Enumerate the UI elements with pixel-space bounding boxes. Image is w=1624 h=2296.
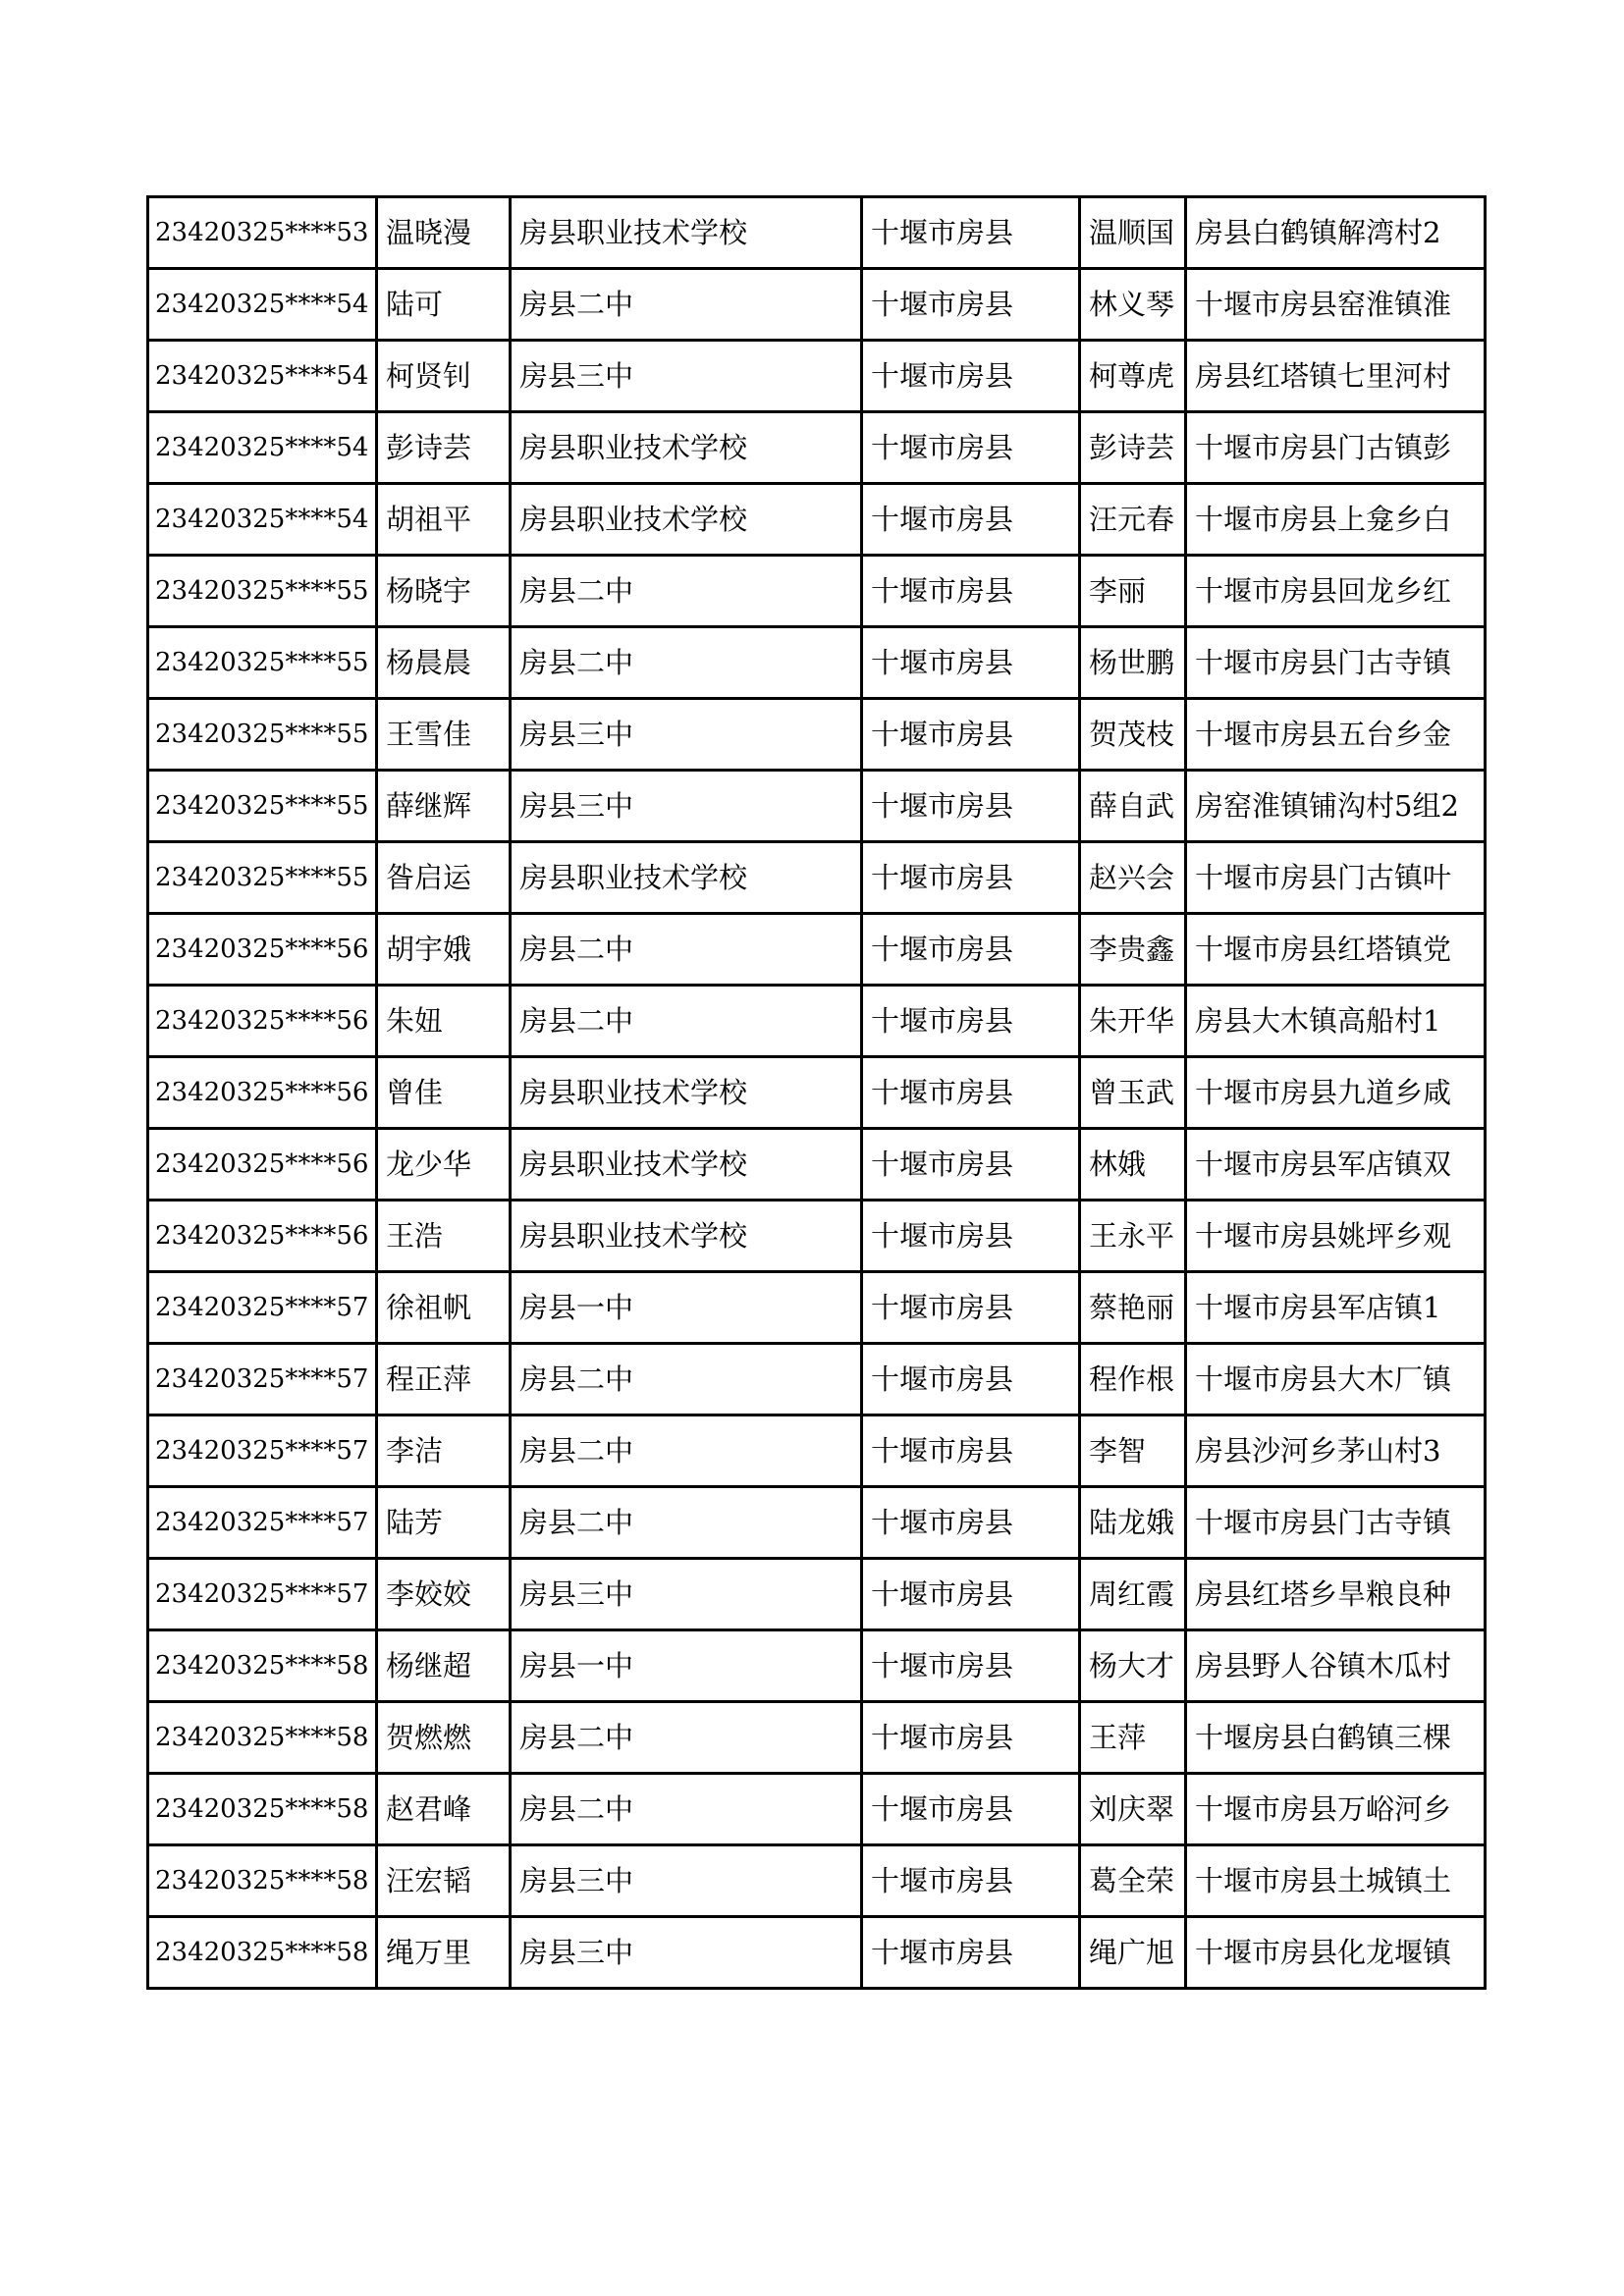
student-name-cell: 陆芳	[377, 1487, 511, 1559]
id-number-cell: 23420325****55	[148, 556, 377, 627]
address-cell: 十堰市房县回龙乡红	[1186, 556, 1486, 627]
school-cell: 房县三中	[511, 1559, 862, 1630]
student-name-cell: 彭诗芸	[377, 412, 511, 484]
school-cell: 房县职业技术学校	[511, 484, 862, 556]
table-row	[148, 1057, 1486, 1129]
guardian-name-cell: 汪元春	[1080, 484, 1186, 556]
address-cell: 房县大木镇高船村1	[1186, 986, 1486, 1057]
address-cell: 十堰市房县土城镇土	[1186, 1845, 1486, 1917]
student-name-cell: 胡宇娥	[377, 914, 511, 986]
school-cell: 房县职业技术学校	[511, 197, 862, 269]
id-number-cell: 23420325****56	[148, 986, 377, 1057]
region-cell: 十堰市房县	[862, 1487, 1080, 1559]
table-row	[148, 556, 1486, 627]
school-cell: 房县职业技术学校	[511, 1201, 862, 1272]
school-cell: 房县三中	[511, 1917, 862, 1989]
address-cell: 房县野人谷镇木瓜村	[1186, 1630, 1486, 1702]
region-cell: 十堰市房县	[862, 412, 1080, 484]
table-row	[148, 1630, 1486, 1702]
id-number-cell: 23420325****55	[148, 771, 377, 842]
id-number-cell: 23420325****56	[148, 1201, 377, 1272]
table-row	[148, 914, 1486, 986]
address-cell: 十堰市房县门古镇叶	[1186, 842, 1486, 914]
student-name-cell: 李姣姣	[377, 1559, 511, 1630]
guardian-name-cell: 杨世鹏	[1080, 627, 1186, 699]
guardian-name-cell: 葛全荣	[1080, 1845, 1186, 1917]
school-cell: 房县三中	[511, 699, 862, 771]
id-number-cell: 23420325****58	[148, 1774, 377, 1845]
id-number-cell: 23420325****56	[148, 1129, 377, 1201]
guardian-name-cell: 薛自武	[1080, 771, 1186, 842]
address-cell: 十堰市房县五台乡金	[1186, 699, 1486, 771]
guardian-name-cell: 赵兴会	[1080, 842, 1186, 914]
student-name-cell: 朱妞	[377, 986, 511, 1057]
student-name-cell: 龙少华	[377, 1129, 511, 1201]
region-cell: 十堰市房县	[862, 1272, 1080, 1344]
school-cell: 房县二中	[511, 1774, 862, 1845]
student-name-cell: 王浩	[377, 1201, 511, 1272]
guardian-name-cell: 蔡艳丽	[1080, 1272, 1186, 1344]
address-cell: 房县红塔镇七里河村	[1186, 341, 1486, 412]
table-row	[148, 699, 1486, 771]
table-row	[148, 341, 1486, 412]
id-number-cell: 23420325****58	[148, 1917, 377, 1989]
guardian-name-cell: 贺茂枝	[1080, 699, 1186, 771]
roster-body	[148, 197, 1486, 1989]
region-cell: 十堰市房县	[862, 1917, 1080, 1989]
guardian-name-cell: 朱开华	[1080, 986, 1186, 1057]
id-number-cell: 23420325****57	[148, 1487, 377, 1559]
guardian-name-cell: 林娥	[1080, 1129, 1186, 1201]
table-row	[148, 197, 1486, 269]
region-cell: 十堰市房县	[862, 1845, 1080, 1917]
id-number-cell: 23420325****58	[148, 1630, 377, 1702]
region-cell: 十堰市房县	[862, 197, 1080, 269]
student-name-cell: 王雪佳	[377, 699, 511, 771]
id-number-cell: 23420325****54	[148, 341, 377, 412]
table-row	[148, 1702, 1486, 1774]
table-row	[148, 1272, 1486, 1344]
guardian-name-cell: 王永平	[1080, 1201, 1186, 1272]
region-cell: 十堰市房县	[862, 484, 1080, 556]
address-cell: 十堰市房县上龛乡白	[1186, 484, 1486, 556]
student-name-cell: 薛继辉	[377, 771, 511, 842]
address-cell: 房县白鹤镇解湾村2	[1186, 197, 1486, 269]
address-cell: 十堰市房县军店镇1	[1186, 1272, 1486, 1344]
student-name-cell: 胡祖平	[377, 484, 511, 556]
guardian-name-cell: 柯尊虎	[1080, 341, 1186, 412]
id-number-cell: 23420325****57	[148, 1344, 377, 1415]
school-cell: 房县职业技术学校	[511, 1057, 862, 1129]
region-cell: 十堰市房县	[862, 699, 1080, 771]
table-row	[148, 1129, 1486, 1201]
guardian-name-cell: 李贵鑫	[1080, 914, 1186, 986]
guardian-name-cell: 刘庆翠	[1080, 1774, 1186, 1845]
table-row	[148, 1845, 1486, 1917]
id-number-cell: 23420325****53	[148, 197, 377, 269]
id-number-cell: 23420325****56	[148, 1057, 377, 1129]
region-cell: 十堰市房县	[862, 341, 1080, 412]
school-cell: 房县二中	[511, 986, 862, 1057]
table-row	[148, 412, 1486, 484]
region-cell: 十堰市房县	[862, 556, 1080, 627]
school-cell: 房县一中	[511, 1630, 862, 1702]
table-row	[148, 842, 1486, 914]
region-cell: 十堰市房县	[862, 771, 1080, 842]
region-cell: 十堰市房县	[862, 627, 1080, 699]
student-name-cell: 昝启运	[377, 842, 511, 914]
region-cell: 十堰市房县	[862, 914, 1080, 986]
id-number-cell: 23420325****57	[148, 1415, 377, 1487]
address-cell: 十堰房县白鹤镇三棵	[1186, 1702, 1486, 1774]
guardian-name-cell: 李智	[1080, 1415, 1186, 1487]
student-name-cell: 柯贤钊	[377, 341, 511, 412]
table-row	[148, 269, 1486, 341]
student-name-cell: 杨继超	[377, 1630, 511, 1702]
region-cell: 十堰市房县	[862, 1057, 1080, 1129]
table-row	[148, 1559, 1486, 1630]
address-cell: 十堰市房县门古寺镇	[1186, 1487, 1486, 1559]
student-name-cell: 陆可	[377, 269, 511, 341]
address-cell: 十堰市房县姚坪乡观	[1186, 1201, 1486, 1272]
guardian-name-cell: 王萍	[1080, 1702, 1186, 1774]
school-cell: 房县二中	[511, 1344, 862, 1415]
table-row	[148, 484, 1486, 556]
school-cell: 房县二中	[511, 1415, 862, 1487]
school-cell: 房县三中	[511, 1845, 862, 1917]
student-name-cell: 程正萍	[377, 1344, 511, 1415]
school-cell: 房县二中	[511, 627, 862, 699]
school-cell: 房县职业技术学校	[511, 412, 862, 484]
table-row	[148, 1774, 1486, 1845]
table-row	[148, 986, 1486, 1057]
id-number-cell: 23420325****54	[148, 484, 377, 556]
region-cell: 十堰市房县	[862, 1201, 1080, 1272]
school-cell: 房县二中	[511, 1702, 862, 1774]
id-number-cell: 23420325****58	[148, 1845, 377, 1917]
id-number-cell: 23420325****55	[148, 627, 377, 699]
student-name-cell: 绳万里	[377, 1917, 511, 1989]
guardian-name-cell: 周红霞	[1080, 1559, 1186, 1630]
id-number-cell: 23420325****55	[148, 699, 377, 771]
school-cell: 房县二中	[511, 556, 862, 627]
table-row	[148, 771, 1486, 842]
table-row	[148, 1415, 1486, 1487]
id-number-cell: 23420325****54	[148, 412, 377, 484]
region-cell: 十堰市房县	[862, 1415, 1080, 1487]
school-cell: 房县一中	[511, 1272, 862, 1344]
guardian-name-cell: 程作根	[1080, 1344, 1186, 1415]
student-name-cell: 杨晨晨	[377, 627, 511, 699]
guardian-name-cell: 曾玉武	[1080, 1057, 1186, 1129]
school-cell: 房县二中	[511, 914, 862, 986]
region-cell: 十堰市房县	[862, 1344, 1080, 1415]
region-cell: 十堰市房县	[862, 269, 1080, 341]
guardian-name-cell: 杨大才	[1080, 1630, 1186, 1702]
school-cell: 房县职业技术学校	[511, 842, 862, 914]
table-row	[148, 1487, 1486, 1559]
address-cell: 房窑淮镇铺沟村5组2	[1186, 771, 1486, 842]
address-cell: 十堰市房县军店镇双	[1186, 1129, 1486, 1201]
table-row	[148, 1344, 1486, 1415]
id-number-cell: 23420325****57	[148, 1272, 377, 1344]
id-number-cell: 23420325****56	[148, 914, 377, 986]
table-row	[148, 627, 1486, 699]
student-name-cell: 温晓漫	[377, 197, 511, 269]
address-cell: 十堰市房县万峪河乡	[1186, 1774, 1486, 1845]
id-number-cell: 23420325****58	[148, 1702, 377, 1774]
student-name-cell: 徐祖帆	[377, 1272, 511, 1344]
address-cell: 十堰市房县门古寺镇	[1186, 627, 1486, 699]
student-name-cell: 李洁	[377, 1415, 511, 1487]
address-cell: 十堰市房县九道乡咸	[1186, 1057, 1486, 1129]
region-cell: 十堰市房县	[862, 842, 1080, 914]
school-cell: 房县二中	[511, 1487, 862, 1559]
guardian-name-cell: 林义琴	[1080, 269, 1186, 341]
table-row	[148, 1201, 1486, 1272]
guardian-name-cell: 李丽	[1080, 556, 1186, 627]
region-cell: 十堰市房县	[862, 1129, 1080, 1201]
school-cell: 房县职业技术学校	[511, 1129, 862, 1201]
student-name-cell: 汪宏韬	[377, 1845, 511, 1917]
student-name-cell: 赵君峰	[377, 1774, 511, 1845]
school-cell: 房县三中	[511, 771, 862, 842]
guardian-name-cell: 温顺国	[1080, 197, 1186, 269]
region-cell: 十堰市房县	[862, 1630, 1080, 1702]
guardian-name-cell: 陆龙娥	[1080, 1487, 1186, 1559]
school-cell: 房县三中	[511, 341, 862, 412]
id-number-cell: 23420325****54	[148, 269, 377, 341]
address-cell: 十堰市房县窑淮镇淮	[1186, 269, 1486, 341]
id-number-cell: 23420325****55	[148, 842, 377, 914]
guardian-name-cell: 绳广旭	[1080, 1917, 1186, 1989]
school-cell: 房县二中	[511, 269, 862, 341]
address-cell: 十堰市房县红塔镇党	[1186, 914, 1486, 986]
student-name-cell: 杨晓宇	[377, 556, 511, 627]
region-cell: 十堰市房县	[862, 1559, 1080, 1630]
id-number-cell: 23420325****57	[148, 1559, 377, 1630]
student-name-cell: 曾佳	[377, 1057, 511, 1129]
student-name-cell: 贺燃燃	[377, 1702, 511, 1774]
address-cell: 房县沙河乡茅山村3	[1186, 1415, 1486, 1487]
address-cell: 十堰市房县门古镇彭	[1186, 412, 1486, 484]
address-cell: 房县红塔乡旱粮良种	[1186, 1559, 1486, 1630]
student-roster-table	[146, 195, 1487, 1990]
guardian-name-cell: 彭诗芸	[1080, 412, 1186, 484]
address-cell: 十堰市房县大木厂镇	[1186, 1344, 1486, 1415]
address-cell: 十堰市房县化龙堰镇	[1186, 1917, 1486, 1989]
region-cell: 十堰市房县	[862, 1702, 1080, 1774]
region-cell: 十堰市房县	[862, 1774, 1080, 1845]
table-row	[148, 1917, 1486, 1989]
region-cell: 十堰市房县	[862, 986, 1080, 1057]
